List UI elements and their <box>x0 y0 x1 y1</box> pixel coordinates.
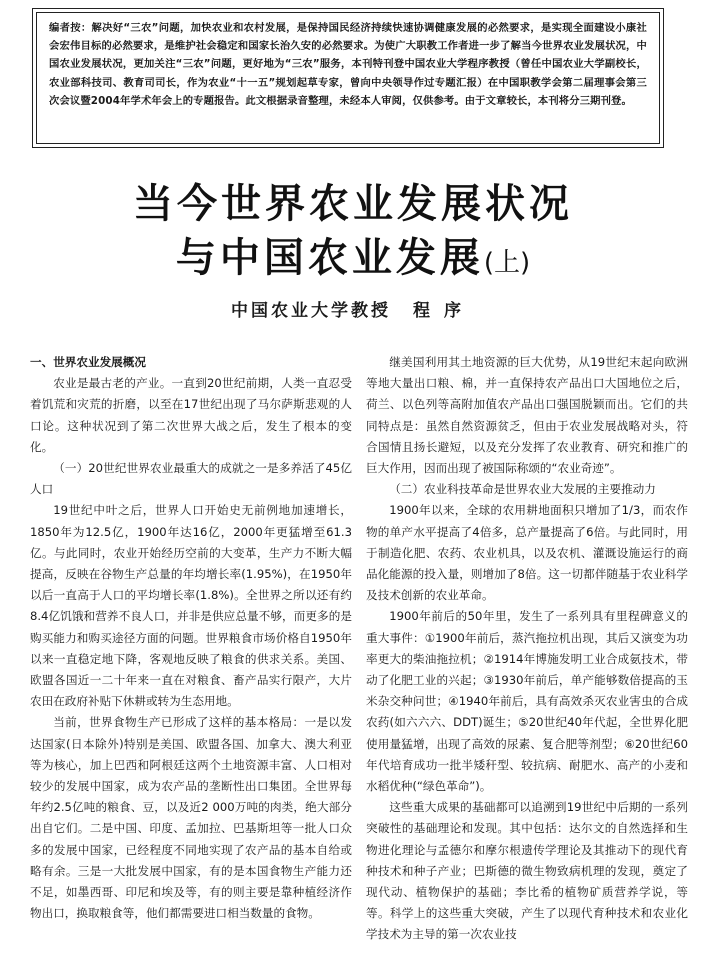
paragraph: 农业是最古老的产业。一直到20世纪前期，人类一直忍受着饥荒和灾荒的折磨，以至在17世纪出现了马尔萨斯悲观的人口论。这种状况到了第二次世界大战之后，发生了根本的变化。 <box>30 376 352 454</box>
author-name: 程序 <box>413 301 475 321</box>
subsection-heading: （二）农业科技革命是世界农业大发展的主要推动力 <box>389 482 656 497</box>
paragraph: 19世纪中叶之后，世界人口开始史无前例地加速增长，1850年为12.5亿，1900年达16亿，2000年更猛增至61.3亿。与此同时，农业开始经历空前的大变革，生产力不断大幅提高，反映在谷物生产总量的年均增长率(1.95%)，在1950年以后一直高于人口的平均增长率(1.8%)。全世界之所以还有约8.4亿饥饿和营养不良人口，并非是供应总量不够，而更多的是购买能力和购买途径方面的问题。世界粮食市场价格自1950年以来一直稳定地下降，客观地反映了粮食的供求关系。美国、欧盟各国近一二十年来一直在对粮食、畜产品实行限产，大片农田在政府补贴下休耕或转为生态用地。 <box>30 503 352 709</box>
editor-note: 编者按：解决好“三农”问题，加快农业和农村发展，是保持国民经济持续快速协调健康发展的必然要求，是实现全面建设小康社会宏伟目标的必然要求，是维护社会稳定和国家长治久安的必然要求。为使广大职教工作者进一步了解当今世界农业发展状况，中国农业发展状况，更加关注“三农”问题，更好地为“三农”服务，本刊特刊登中国农业大学程序教授（曾任中国农业大学副校长，农业部科技司、教育司司长，作为农业“十一五”规划起草专家，曾向中央领导作过专题汇报）在中国职教学会第二届理事会第三次会议暨2004年学术年会上的专题报告。此文根据录音整理，未经本人审阅，仅供参考。由于文章较长，本刊将分三期刊登。 <box>49 22 647 107</box>
editor-note-box <box>32 8 664 148</box>
title-line-1: 当今世界农业发展状况 <box>133 181 573 227</box>
paragraph: 这些重大成果的基础都可以追溯到19世纪中后期的一系列突破性的基础理论和发现。其中包括：达尔文的自然选择和生物进化理论与孟德尔和摩尔根遗传学理论及其推动下的现代育种技术和种子产业；巴斯德的微生物致病机理的发现，奠定了现代动、植物保护的基础；李比希的植物矿质营养学说，等等。科学上的这些重大突破，产生了以现代育种技术和农业化学技术为主导的第一次农业技 <box>366 800 688 942</box>
left-column <box>30 352 352 924</box>
right-column <box>366 352 688 946</box>
title-line-2-text: 与中国农业发展 <box>175 235 484 281</box>
author-affiliation: 中国农业大学教授 <box>231 301 391 321</box>
paragraph: 1900年前后的50年里，发生了一系列具有里程碑意义的重大事件：①1900年前后，蒸汽拖拉机出现，其后又演变为功率更大的柴油拖拉机；②1914年博施发明工业合成氨技术，带动了化肥工业的兴起；③1930年前后，单产能够数倍提高的玉米杂交种问世；④1940年前后，具有高效杀灭农业害虫的合成农药(如六六六、DDT)诞生；⑤20世纪40年代起，全世界化肥使用量猛增，出现了高效的尿素、复合肥等剂型；⑥20世纪60年代培育成功一批半矮秆型、较抗病、耐肥水、高产的小麦和水稻优种(“绿色革命”)。 <box>366 609 688 794</box>
title-line-2 <box>0 226 706 283</box>
subsection-heading: （一）20世纪世界农业最重大的成就之一是多养活了45亿人口 <box>30 461 352 497</box>
title-part: (上) <box>483 248 531 278</box>
paragraph: 继美国利用其土地资源的巨大优势，从19世纪末起向欧洲等地大量出口粮、棉，并一直保持农产品出口大国地位之后，荷兰、以色列等高附加值农产品出口强国脱颖而出。它们的共同特点是：虽然自然资源贫乏，但由于农业发展战略对头，符合国情且扬长避短，以及充分发挥了农业教育、研究和推广的巨大作用，因而出现了被国际称颂的“农业奇迹”。 <box>366 355 688 476</box>
paragraph: 1900年以来，全球的农用耕地面积只增加了1/3，而农作物的单产水平提高了4倍多，总产量提高了6倍。与此同时，用于制造化肥、农药、农业机具，以及农机、灌溉设施运行的商品化能源的投入量，则增加了8倍。这一切都伴随基于农业科学及技术创新的农业革命。 <box>366 503 688 603</box>
section-heading: 一、世界农业发展概况 <box>30 355 146 369</box>
paragraph: 当前，世界食物生产已形成了这样的基本格局：一是以发达国家(日本除外)特别是美国、欧盟各国、加拿大、澳大利亚等为核心，加上巴西和阿根廷这两个土地资源丰富、人口相对较少的发展中国家，成为农产品的垄断性出口集团。全世界每年约2.5亿吨的粮食、豆，以及近2 000万吨的肉类，绝大部分出自它们。二是中国、印度、孟加拉、巴基斯坦等一批人口众多的发展中国家，已经程度不同地实现了农产品的基本自给或略有余。三是一大批发展中国家，有的是本国食物生产能力还不足，如墨西哥、印尼和埃及等，有的则主要是靠种植经济作物出口，换取粮食等，他们都需要进口相当数量的食物。 <box>30 715 352 921</box>
author-line <box>0 296 706 321</box>
